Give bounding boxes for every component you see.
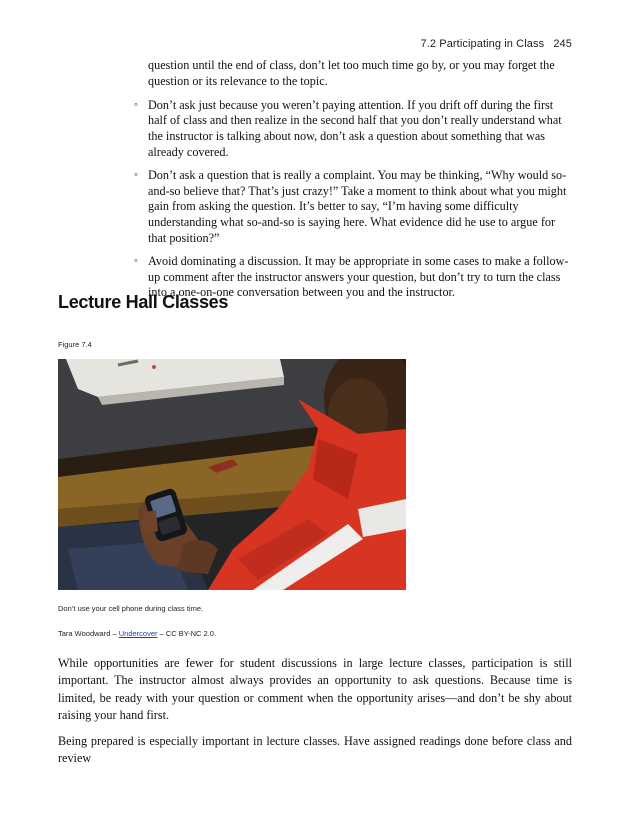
credit-author: Tara Woodward – xyxy=(58,629,117,638)
bullet-marker: ◦ xyxy=(134,254,138,267)
bullet-list xyxy=(132,58,572,308)
running-header-section: 7.2 Participating in Class xyxy=(420,38,545,50)
bullet-continuation-text: question until the end of class, don’t let too much time go by, or you may forget the question or its relevance to the topic. xyxy=(148,58,555,88)
student-texting-illustration xyxy=(58,359,406,590)
list-item xyxy=(132,168,572,247)
running-header xyxy=(421,38,572,50)
section-heading: Lecture Hall Classes xyxy=(58,292,229,312)
list-item xyxy=(132,98,572,161)
figure-credit xyxy=(58,629,216,638)
body-text xyxy=(58,655,572,775)
bullet-marker: ◦ xyxy=(134,168,138,181)
bullet-text: Don’t ask a question that is really a complaint. You may be thinking, “Why would so-and-so believe that? That’s just crazy!” Take a moment to think about what you might gain from asking the question. It’s better to say, “I’m having some difficulty understanding what so-and-so is saying here. What evidence did he use to argue for that position?” xyxy=(148,167,567,245)
figure-label: Figure 7.4 xyxy=(58,340,92,349)
credit-source-link[interactable]: Undercover xyxy=(118,629,158,638)
credit-license: – CC BY-NC 2.0. xyxy=(159,629,217,638)
bullet-text: Don’t ask just because you weren’t paying attention. If you drift off during the first half of class and then realize in the second half that you don’t really understand what the instructor is talking about now, don’t ask a question about something that was already covered. xyxy=(148,97,562,159)
body-paragraph: While opportunities are fewer for student discussions in large lecture classes, participation is still important. The instructor almost always provides an opportunity to ask questions. Because time is limited, be ready with your question or comment when the opportunity arises—and don’t be shy about raising your hand first. xyxy=(58,656,572,723)
bullet-marker: ◦ xyxy=(134,98,138,111)
figure-caption: Don’t use your cell phone during class time. xyxy=(58,604,204,613)
figure-photo xyxy=(58,359,406,590)
bullet-text: Avoid dominating a discussion. It may be appropriate in some cases to make a follow-up comment after the instructor answers your question, but don’t try to turn the class into a one-on-one conversation between you and the instructor. xyxy=(148,253,569,300)
body-paragraph: Being prepared is especially important in lecture classes. Have assigned readings done before class and review xyxy=(58,733,572,766)
page-number: 245 xyxy=(553,38,572,50)
